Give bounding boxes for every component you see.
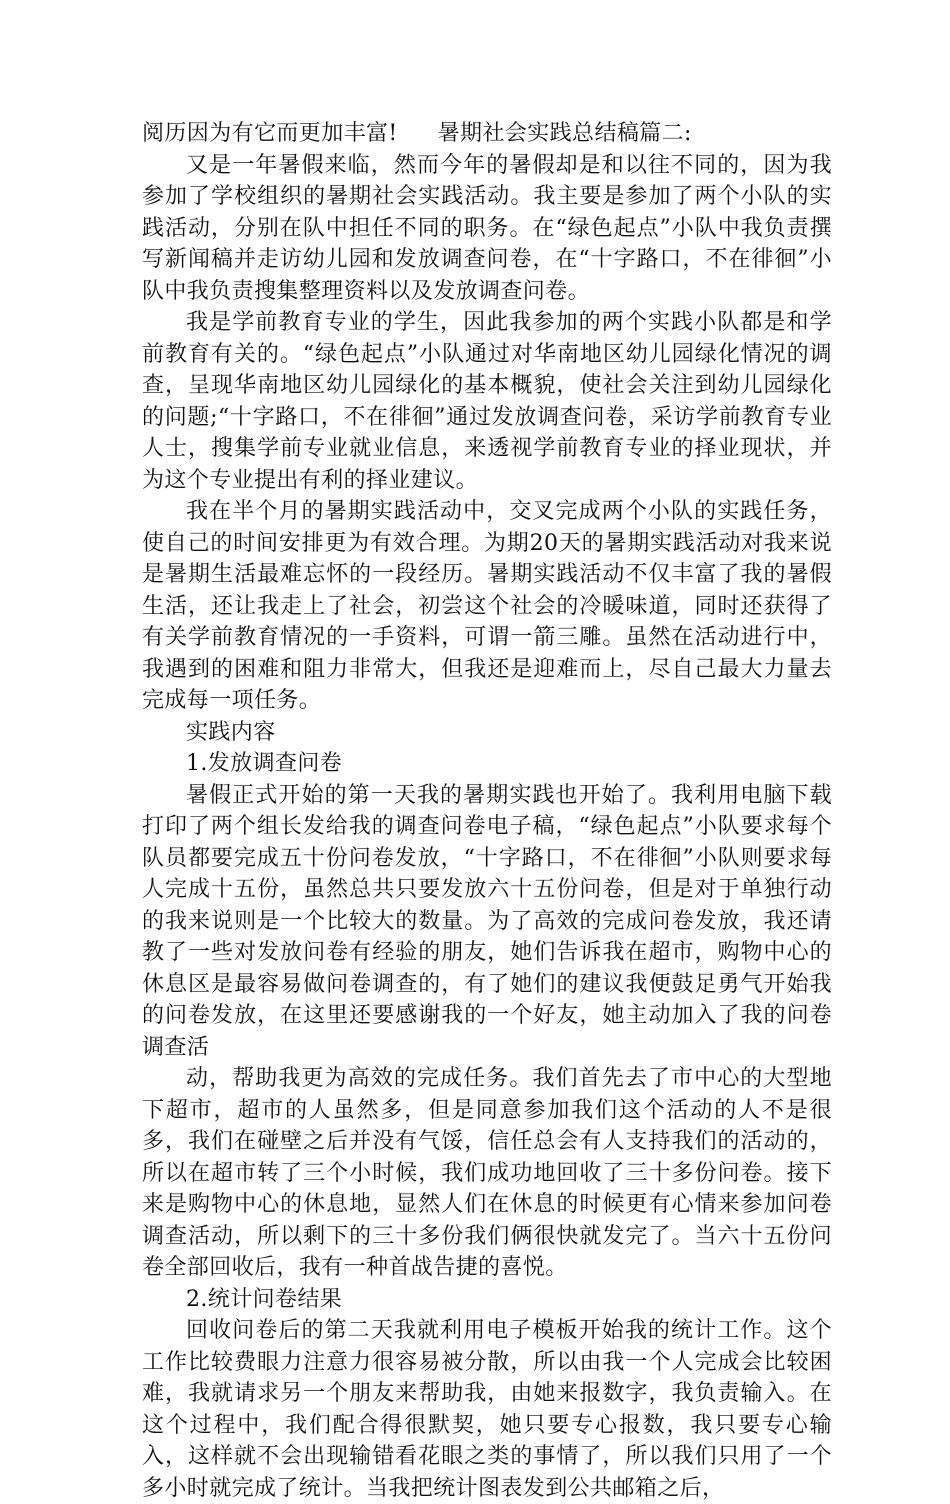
document-body xyxy=(142,118,832,1504)
paragraph-1: 又是一年暑假来临，然而今年的暑假却是和以往不同的，因为我参加了学校组织的暑期社会实践活动。我主要是参加了两个小队的实践活动，分别在队中担任不同的职务。在“绿色起点”小队中我负责撰写新闻稿并走访幼儿园和发放调查问卷，在“十字路口，不在徘徊”小队中我负责搜集整理资料以及发放调查问卷。 xyxy=(142,152,832,304)
article-title: 暑期社会实践总结稿篇二: xyxy=(437,121,692,146)
closing-sentence: 阅历因为有它而更加丰富! xyxy=(142,121,398,146)
paragraph-3: 我在半个月的暑期实践活动中，交叉完成两个小队的实践任务，使自己的时间安排更为有效合理。为期20天的暑期实践活动对我来说是暑期生活最难忘怀的一段经历。暑期实践活动不仅丰富了我的暑假生活，还让我走上了社会，初尝这个社会的冷暖味道，同时还获得了有关学前教育情况的一手资料，可谓一箭三雕。虽然在活动进行中，我遇到的困难和阻力非常大，但我还是迎难而上，尽自己最大力量去完成每一项任务。 xyxy=(142,499,832,713)
subsection-1-paragraph-1: 暑假正式开始的第一天我的暑期实践也开始了。我利用电脑下载打印了两个组长发给我的调查问卷电子稿，“绿色起点”小队要求每个队员都要完成五十份问卷发放，“十字路口，不在徘徊”小队则要求每人完成十五份，虽然总共只要发放六十五份问卷，但是对于单独行动的我来说则是一个比较大的数量。为了高效的完成问卷发放，我还请教了一些对发放问卷有经验的朋友，她们告诉我在超市，购物中心的休息区是最容易做问卷调查的，有了她们的建议我便鼓足勇气开始我的问卷发放，在这里还要感谢我的一个好友，她主动加入了我的问卷调查活 xyxy=(142,782,832,1060)
subsection-2-paragraph-1: 回收问卷后的第二天我就利用电子模板开始我的统计工作。这个工作比较费眼力注意力很容易被分散，所以由我一个人完成会比较困难，我就请求另一个朋友来帮助我，由她来报数字，我负责输入。在这个过程中，我们配合得很默契，她只要专心报数，我只要专心输入，这样就不会出现输错看花眼之类的事情了，所以我们只用了一个多小时就完成了统计。当我把统计图表发到公共邮箱之后， xyxy=(142,1318,832,1501)
section-title: 实践内容 xyxy=(186,719,276,745)
opening-line xyxy=(142,118,832,150)
subsection-1-paragraph-2: 动，帮助我更为高效的完成任务。我们首先去了市中心的大型地下超市，超市的人虽然多，但是同意参加我们这个活动的人不是很多，我们在碰壁之后并没有气馁，信任总会有人支持我们的活动的，所以在超市转了三个小时候，我们成功地回收了三十多份问卷。接下来是购物中心的休息地，显然人们在休息的时候更有心情来参加问卷调查活动，所以剩下的三十多份我们俩很快就发完了。当六十五份问卷全部回收后，我有一种首战告捷的喜悦。 xyxy=(142,1066,832,1280)
subsection-1-title: 1.发放调查问卷 xyxy=(186,751,343,776)
subsection-2-title: 2.统计问卷结果 xyxy=(186,1286,343,1312)
paragraph-2: 我是学前教育专业的学生，因此我参加的两个实践小队都是和学前教育有关的。“绿色起点”小队通过对华南地区幼儿园绿化情况的调查，呈现华南地区幼儿园绿化的基本概貌，使社会关注到幼儿园绿化的问题;“十字路口，不在徘徊”通过发放调查问卷，采访学前教育专业人士，搜集学前专业就业信息，来透视学前教育专业的择业现状，并为这个专业提出有利的择业建议。 xyxy=(142,310,832,493)
